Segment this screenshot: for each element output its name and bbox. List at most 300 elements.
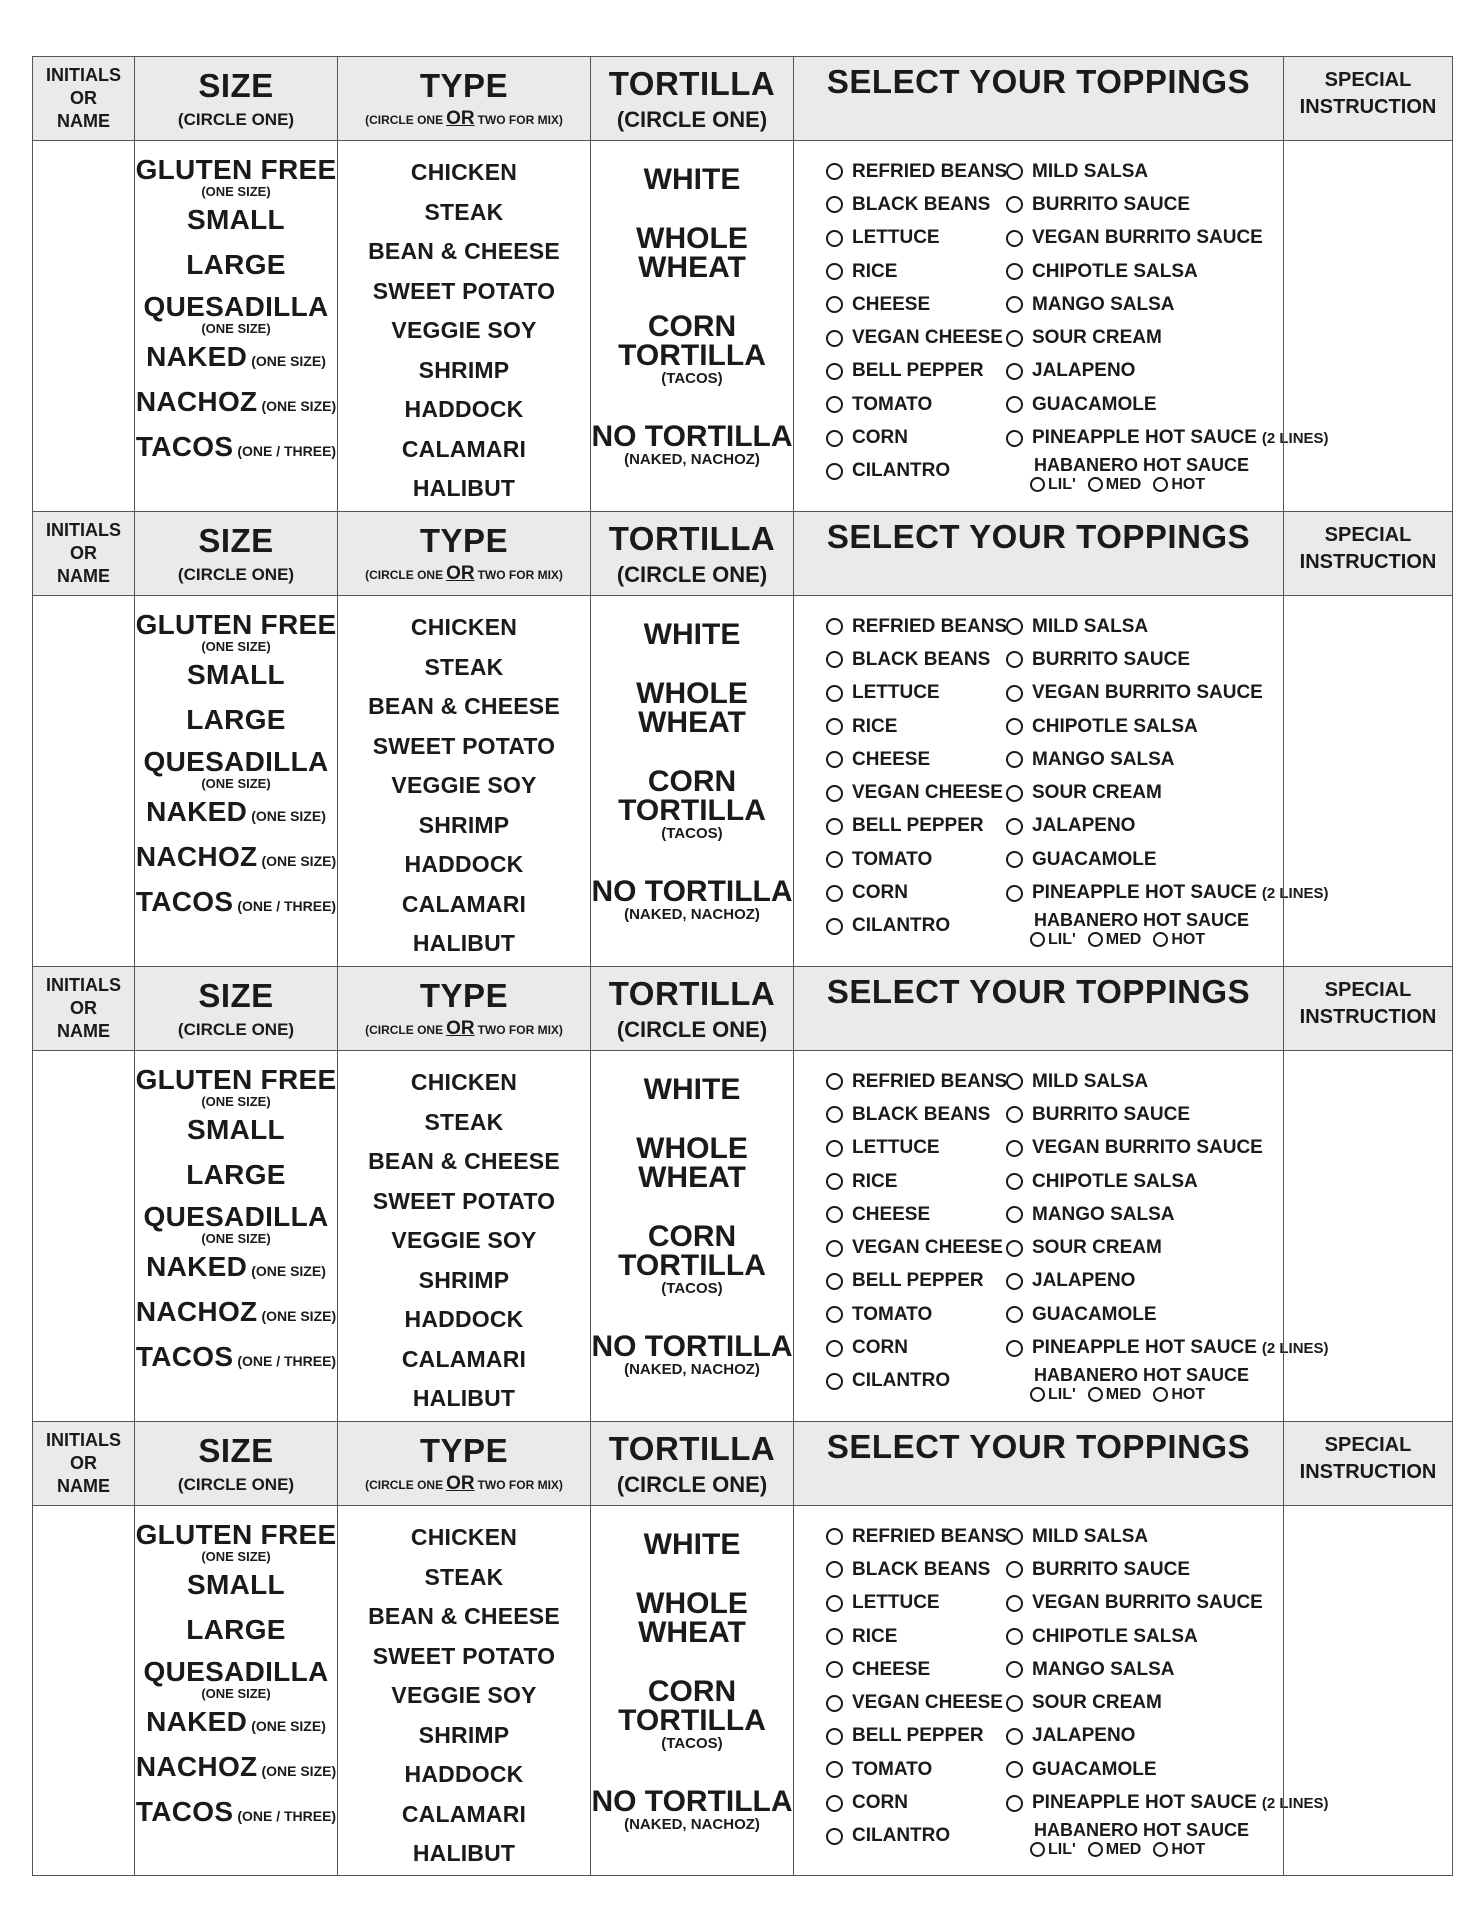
radio-circle-icon[interactable] [1006, 1528, 1023, 1545]
type-option[interactable]: VEGGIE SOY [391, 1682, 537, 1708]
initials-field[interactable] [32, 141, 134, 511]
type-option[interactable]: HALIBUT [412, 1385, 516, 1411]
topping-option[interactable] [826, 1331, 1006, 1364]
topping-option[interactable] [826, 1298, 1006, 1331]
topping-option[interactable] [826, 388, 1006, 421]
radio-circle-icon[interactable] [826, 330, 843, 347]
initials-header-line: NAME [57, 1021, 110, 1041]
topping-option[interactable] [826, 1198, 1006, 1231]
type-subtitle-post: TWO FOR MIX) [477, 1023, 563, 1037]
radio-circle-icon[interactable] [1153, 477, 1168, 492]
radio-circle-icon[interactable] [1006, 1595, 1023, 1612]
topping-option[interactable] [826, 1165, 1006, 1198]
type-option[interactable]: CALAMARI [401, 1800, 527, 1827]
topping-label: BLACK BEANS [852, 648, 991, 670]
type-option[interactable]: HALIBUT [412, 1840, 516, 1866]
radio-circle-icon[interactable] [1030, 477, 1045, 492]
radio-circle-icon[interactable] [1006, 1761, 1023, 1778]
topping-option[interactable] [826, 1753, 1006, 1786]
initials-field[interactable] [32, 1051, 134, 1421]
topping-option[interactable] [1006, 610, 1329, 643]
tortilla-option[interactable] [591, 1332, 792, 1379]
radio-circle-icon[interactable] [1006, 1240, 1023, 1257]
radio-circle-icon[interactable] [826, 1240, 843, 1257]
tortilla-option[interactable] [636, 1134, 748, 1192]
tortilla-option[interactable] [591, 422, 792, 469]
type-option[interactable]: VEGGIE SOY [391, 317, 537, 343]
topping-option[interactable] [826, 321, 1006, 354]
tortilla-option[interactable] [618, 767, 766, 843]
size-option[interactable] [136, 1520, 337, 1564]
radio-circle-icon[interactable] [826, 1661, 843, 1678]
radio-circle-icon[interactable] [826, 196, 843, 213]
size-option[interactable] [136, 432, 336, 462]
radio-circle-icon[interactable] [1006, 1795, 1023, 1812]
radio-circle-icon[interactable] [826, 463, 843, 480]
size-option[interactable] [186, 705, 286, 735]
type-option[interactable]: STEAK [424, 1108, 504, 1135]
size-option[interactable] [144, 747, 329, 791]
topping-option[interactable] [1006, 1231, 1329, 1264]
topping-option[interactable] [1006, 1520, 1329, 1553]
topping-label: LETTUCE [852, 682, 940, 704]
radio-circle-icon[interactable] [826, 1206, 843, 1223]
type-option[interactable]: VEGGIE SOY [391, 1227, 537, 1253]
topping-option[interactable] [826, 776, 1006, 809]
heat-level-option[interactable] [1030, 930, 1076, 950]
type-option[interactable]: STEAK [424, 1563, 504, 1590]
topping-option[interactable] [826, 355, 1006, 388]
radio-circle-icon[interactable] [1088, 477, 1103, 492]
type-option[interactable]: CHICKEN [410, 159, 518, 185]
radio-circle-icon[interactable] [1006, 1728, 1023, 1745]
topping-option[interactable] [826, 188, 1006, 221]
radio-circle-icon[interactable] [826, 685, 843, 702]
radio-circle-icon[interactable] [826, 1306, 843, 1323]
type-option[interactable]: SHRIMP [418, 356, 510, 383]
size-option[interactable] [136, 1297, 336, 1327]
radio-circle-icon[interactable] [1006, 818, 1023, 835]
topping-option[interactable] [1006, 1331, 1329, 1364]
tortilla-option[interactable] [644, 165, 741, 194]
type-option[interactable]: SWEET POTATO [372, 277, 556, 304]
size-subtitle: (CIRCLE ONE) [177, 564, 295, 584]
radio-circle-icon[interactable] [826, 1173, 843, 1190]
topping-option[interactable] [1006, 1653, 1329, 1686]
topping-label: CHEESE [852, 748, 931, 770]
topping-option[interactable] [826, 1231, 1006, 1264]
tortilla-option-label: WHEAT [638, 1161, 746, 1194]
topping-option[interactable] [826, 1620, 1006, 1653]
initials-header-line: INITIALS [46, 520, 121, 540]
radio-circle-icon[interactable] [826, 1561, 843, 1578]
radio-circle-icon[interactable] [826, 751, 843, 768]
topping-option[interactable] [826, 222, 1006, 255]
type-option[interactable]: CHICKEN [410, 1069, 518, 1095]
tortilla-option[interactable] [591, 1787, 792, 1834]
heat-level-label: MED [1105, 1385, 1142, 1403]
topping-option[interactable] [1006, 1686, 1329, 1719]
size-option[interactable] [136, 1065, 337, 1109]
radio-circle-icon[interactable] [1153, 1842, 1168, 1857]
topping-option[interactable] [826, 643, 1006, 676]
topping-option[interactable] [1006, 677, 1329, 710]
topping-label: TOMATO [852, 1303, 933, 1325]
size-option[interactable] [187, 1570, 285, 1600]
topping-label: MANGO SALSA [1032, 1658, 1175, 1680]
topping-label: RICE [852, 1170, 898, 1192]
tortilla-option[interactable] [618, 312, 766, 388]
size-options [134, 1506, 337, 1875]
size-subtitle: (CIRCLE ONE) [177, 1019, 295, 1039]
topping-option[interactable] [826, 1553, 1006, 1586]
size-option[interactable] [144, 292, 329, 336]
size-option[interactable] [136, 1797, 336, 1827]
heat-level-option[interactable] [1153, 930, 1205, 950]
topping-option[interactable] [826, 743, 1006, 776]
radio-circle-icon[interactable] [826, 818, 843, 835]
radio-circle-icon[interactable] [826, 1106, 843, 1123]
heat-level-option[interactable] [1088, 930, 1142, 950]
topping-option[interactable] [1006, 288, 1329, 321]
size-option[interactable] [146, 1707, 326, 1737]
type-option[interactable]: BEAN & CHEESE [368, 1603, 560, 1629]
size-option[interactable] [146, 1252, 326, 1282]
heat-level-option[interactable] [1088, 475, 1142, 495]
size-option[interactable] [186, 250, 286, 280]
initials-header-line: OR [70, 88, 97, 108]
special-instruction-field[interactable] [1283, 141, 1453, 511]
radio-circle-icon[interactable] [1006, 751, 1023, 768]
size-option[interactable] [136, 1342, 336, 1372]
topping-label: LETTUCE [852, 1137, 940, 1159]
size-option[interactable] [136, 1752, 336, 1782]
radio-circle-icon[interactable] [826, 1595, 843, 1612]
type-option[interactable]: STEAK [424, 653, 504, 680]
radio-circle-icon[interactable] [1006, 1561, 1023, 1578]
radio-circle-icon[interactable] [1006, 851, 1023, 868]
topping-option[interactable] [1006, 222, 1329, 255]
topping-option[interactable] [1006, 776, 1329, 809]
tortilla-option[interactable] [644, 1530, 741, 1559]
topping-option[interactable] [1006, 1065, 1329, 1098]
toppings-column-right [1006, 155, 1329, 511]
topping-option[interactable] [1006, 321, 1329, 354]
tortilla-option[interactable] [636, 1589, 748, 1647]
radio-circle-icon[interactable] [1006, 330, 1023, 347]
type-option[interactable]: HADDOCK [404, 1761, 524, 1787]
tortilla-option-label: TORTILLA [618, 794, 766, 827]
topping-option[interactable] [1006, 421, 1329, 454]
heat-level-option[interactable] [1088, 1385, 1142, 1405]
topping-option[interactable] [826, 1265, 1006, 1298]
size-option[interactable] [187, 1115, 285, 1145]
type-option[interactable]: CHICKEN [410, 614, 518, 640]
topping-option[interactable] [826, 1365, 1006, 1398]
order-body-row [32, 140, 1453, 511]
initials-field[interactable] [32, 1506, 134, 1875]
radio-circle-icon[interactable] [826, 651, 843, 668]
topping-option[interactable] [1006, 388, 1329, 421]
radio-circle-icon[interactable] [1006, 651, 1023, 668]
topping-option[interactable] [1006, 1587, 1329, 1620]
radio-circle-icon[interactable] [826, 618, 843, 635]
type-option[interactable]: SHRIMP [418, 1266, 510, 1293]
size-option[interactable] [144, 1202, 329, 1246]
heat-level-option[interactable] [1030, 1840, 1076, 1860]
topping-option[interactable] [1006, 188, 1329, 221]
tortilla-option[interactable] [644, 1075, 741, 1104]
topping-option[interactable] [826, 1132, 1006, 1165]
topping-option[interactable] [1006, 1098, 1329, 1131]
special-instruction-field[interactable] [1283, 1051, 1453, 1421]
radio-circle-icon[interactable] [826, 363, 843, 380]
radio-circle-icon[interactable] [1006, 1628, 1023, 1645]
topping-option[interactable] [1006, 1786, 1329, 1819]
tortilla-subtitle: (CIRCLE ONE) [616, 106, 768, 132]
topping-label: SOUR CREAM [1032, 1692, 1162, 1714]
size-option[interactable] [136, 387, 336, 417]
topping-option[interactable] [826, 710, 1006, 743]
radio-circle-icon[interactable] [826, 918, 843, 935]
tortilla-option-note: (TACOS) [661, 1735, 723, 1752]
type-option[interactable]: HALIBUT [412, 475, 516, 501]
radio-circle-icon[interactable] [1006, 1661, 1023, 1678]
radio-circle-icon[interactable] [1088, 932, 1103, 947]
type-option[interactable]: BEAN & CHEESE [368, 1148, 560, 1174]
radio-circle-icon[interactable] [1153, 1387, 1168, 1402]
radio-circle-icon[interactable] [1006, 430, 1023, 447]
radio-circle-icon[interactable] [826, 885, 843, 902]
tortilla-option[interactable] [618, 1677, 766, 1753]
radio-circle-icon[interactable] [1006, 163, 1023, 180]
topping-option[interactable] [826, 1587, 1006, 1620]
topping-option[interactable] [1006, 876, 1329, 909]
topping-option[interactable] [1006, 743, 1329, 776]
topping-option[interactable] [826, 288, 1006, 321]
topping-label: REFRIED BEANS [852, 1070, 1008, 1092]
type-option[interactable]: HADDOCK [404, 396, 524, 422]
radio-circle-icon[interactable] [1006, 296, 1023, 313]
type-option[interactable]: HADDOCK [404, 1306, 524, 1332]
tortilla-option[interactable] [636, 224, 748, 282]
radio-circle-icon[interactable] [1006, 196, 1023, 213]
tortilla-option-note: (NAKED, NACHOZ) [624, 906, 760, 923]
size-option[interactable] [187, 205, 285, 235]
size-option[interactable] [136, 610, 337, 654]
order-block [32, 511, 1453, 966]
radio-circle-icon[interactable] [1030, 1387, 1045, 1402]
size-option[interactable] [136, 155, 337, 199]
radio-circle-icon[interactable] [826, 1628, 843, 1645]
radio-circle-icon[interactable] [1030, 1842, 1045, 1857]
type-option[interactable]: HALIBUT [412, 930, 516, 956]
size-option[interactable] [187, 660, 285, 690]
topping-option[interactable] [1006, 1720, 1329, 1753]
type-option[interactable]: HADDOCK [404, 851, 524, 877]
topping-option[interactable] [826, 255, 1006, 288]
radio-circle-icon[interactable] [826, 1340, 843, 1357]
topping-label: BELL PEPPER [852, 1725, 984, 1747]
radio-circle-icon[interactable] [1006, 1273, 1023, 1290]
type-option[interactable]: CALAMARI [401, 890, 527, 917]
topping-option[interactable] [826, 1720, 1006, 1753]
heat-level-option[interactable] [1030, 475, 1076, 495]
topping-option[interactable] [826, 1653, 1006, 1686]
radio-circle-icon[interactable] [826, 263, 843, 280]
heat-level-option[interactable] [1088, 1840, 1142, 1860]
radio-circle-icon[interactable] [1006, 1306, 1023, 1323]
radio-circle-icon[interactable] [1006, 885, 1023, 902]
topping-option[interactable] [826, 610, 1006, 643]
radio-circle-icon[interactable] [1088, 1842, 1103, 1857]
size-option[interactable] [186, 1160, 286, 1190]
radio-circle-icon[interactable] [826, 1828, 843, 1845]
radio-circle-icon[interactable] [826, 1140, 843, 1157]
radio-circle-icon[interactable] [1006, 718, 1023, 735]
topping-option[interactable] [826, 677, 1006, 710]
type-option[interactable]: VEGGIE SOY [391, 772, 537, 798]
radio-circle-icon[interactable] [1088, 1387, 1103, 1402]
heat-level-option[interactable] [1153, 1840, 1205, 1860]
topping-option[interactable] [826, 421, 1006, 454]
topping-option[interactable] [826, 810, 1006, 843]
radio-circle-icon[interactable] [826, 1073, 843, 1090]
radio-circle-icon[interactable] [1006, 1695, 1023, 1712]
radio-circle-icon[interactable] [826, 230, 843, 247]
radio-circle-icon[interactable] [1006, 230, 1023, 247]
topping-option[interactable] [826, 155, 1006, 188]
topping-option[interactable] [1006, 1265, 1329, 1298]
tortilla-option[interactable] [644, 620, 741, 649]
radio-circle-icon[interactable] [1006, 1106, 1023, 1123]
radio-circle-icon[interactable] [826, 785, 843, 802]
radio-circle-icon[interactable] [1006, 685, 1023, 702]
radio-circle-icon[interactable] [1006, 1073, 1023, 1090]
radio-circle-icon[interactable] [1006, 618, 1023, 635]
topping-option[interactable] [826, 1820, 1006, 1853]
radio-circle-icon[interactable] [826, 1373, 843, 1390]
topping-option[interactable] [1006, 355, 1329, 388]
topping-option[interactable] [1006, 155, 1329, 188]
initials-field[interactable] [32, 596, 134, 966]
topping-label: CORN [852, 1337, 908, 1359]
size-option[interactable] [136, 842, 336, 872]
type-option[interactable]: SWEET POTATO [372, 1642, 556, 1669]
radio-circle-icon[interactable] [1006, 1173, 1023, 1190]
radio-circle-icon[interactable] [1006, 363, 1023, 380]
topping-option[interactable] [826, 843, 1006, 876]
radio-circle-icon[interactable] [1006, 1206, 1023, 1223]
radio-circle-icon[interactable] [1006, 263, 1023, 280]
topping-option[interactable] [1006, 1620, 1329, 1653]
radio-circle-icon[interactable] [826, 1728, 843, 1745]
size-option-label: NACHOZ [135, 1751, 258, 1782]
topping-option[interactable] [1006, 1165, 1329, 1198]
size-option[interactable] [186, 1615, 286, 1645]
heat-level-option[interactable] [1153, 475, 1205, 495]
topping-option[interactable] [1006, 1553, 1329, 1586]
radio-circle-icon[interactable] [826, 1528, 843, 1545]
topping-label: SOUR CREAM [1032, 1237, 1162, 1259]
topping-option[interactable] [826, 876, 1006, 909]
tortilla-option[interactable] [591, 877, 792, 924]
topping-option[interactable] [826, 910, 1006, 943]
type-option[interactable]: BEAN & CHEESE [368, 693, 560, 719]
topping-option[interactable] [1006, 1753, 1329, 1786]
topping-option[interactable] [1006, 643, 1329, 676]
topping-option[interactable] [826, 1065, 1006, 1098]
topping-option[interactable] [1006, 810, 1329, 843]
topping-option[interactable] [1006, 1198, 1329, 1231]
radio-circle-icon[interactable] [826, 1273, 843, 1290]
radio-circle-icon[interactable] [1153, 932, 1168, 947]
radio-circle-icon[interactable] [826, 1695, 843, 1712]
type-option[interactable]: BEAN & CHEESE [368, 238, 560, 264]
topping-option[interactable] [1006, 710, 1329, 743]
topping-label: PINEAPPLE HOT SAUCE [1032, 882, 1257, 904]
topping-option[interactable] [826, 1098, 1006, 1131]
type-option[interactable]: SWEET POTATO [372, 1187, 556, 1214]
radio-circle-icon[interactable] [826, 430, 843, 447]
size-option[interactable] [146, 342, 326, 372]
radio-circle-icon[interactable] [826, 296, 843, 313]
type-option[interactable]: SHRIMP [418, 1721, 510, 1748]
size-option[interactable] [146, 797, 326, 827]
size-title: SIZE [198, 66, 274, 104]
type-subtitle-pre: (CIRCLE ONE [365, 568, 444, 582]
topping-option[interactable] [1006, 843, 1329, 876]
topping-option[interactable] [1006, 255, 1329, 288]
size-option[interactable] [144, 1657, 329, 1701]
radio-circle-icon[interactable] [826, 1761, 843, 1778]
type-option[interactable]: CALAMARI [401, 1345, 527, 1372]
size-option[interactable] [136, 887, 336, 917]
radio-circle-icon[interactable] [1030, 932, 1045, 947]
radio-circle-icon[interactable] [1006, 1140, 1023, 1157]
topping-label: CHEESE [852, 293, 931, 315]
tortilla-option[interactable] [636, 679, 748, 737]
radio-circle-icon[interactable] [826, 396, 843, 413]
special-instruction-field[interactable] [1283, 1506, 1453, 1875]
topping-option[interactable] [826, 1786, 1006, 1819]
topping-option[interactable] [1006, 1132, 1329, 1165]
habanero-label: HABANERO HOT SAUCE [1034, 1819, 1250, 1840]
radio-circle-icon[interactable] [826, 851, 843, 868]
heat-level-option[interactable] [1153, 1385, 1205, 1405]
topping-option[interactable] [826, 1520, 1006, 1553]
radio-circle-icon[interactable] [826, 163, 843, 180]
topping-option[interactable] [826, 455, 1006, 488]
tortilla-option[interactable] [618, 1222, 766, 1298]
type-option[interactable]: CHICKEN [410, 1524, 518, 1550]
radio-circle-icon[interactable] [1006, 785, 1023, 802]
topping-option[interactable] [826, 1686, 1006, 1719]
radio-circle-icon[interactable] [826, 1795, 843, 1812]
topping-label: BELL PEPPER [852, 360, 984, 382]
type-option[interactable]: CALAMARI [401, 435, 527, 462]
type-options [337, 1506, 590, 1875]
radio-circle-icon[interactable] [1006, 1340, 1023, 1357]
radio-circle-icon[interactable] [1006, 396, 1023, 413]
heat-level-option[interactable] [1030, 1385, 1076, 1405]
topping-option[interactable] [1006, 1298, 1329, 1331]
type-option[interactable]: SWEET POTATO [372, 732, 556, 759]
radio-circle-icon[interactable] [826, 718, 843, 735]
type-option[interactable]: SHRIMP [418, 811, 510, 838]
special-instruction-field[interactable] [1283, 596, 1453, 966]
type-option[interactable]: STEAK [424, 198, 504, 225]
